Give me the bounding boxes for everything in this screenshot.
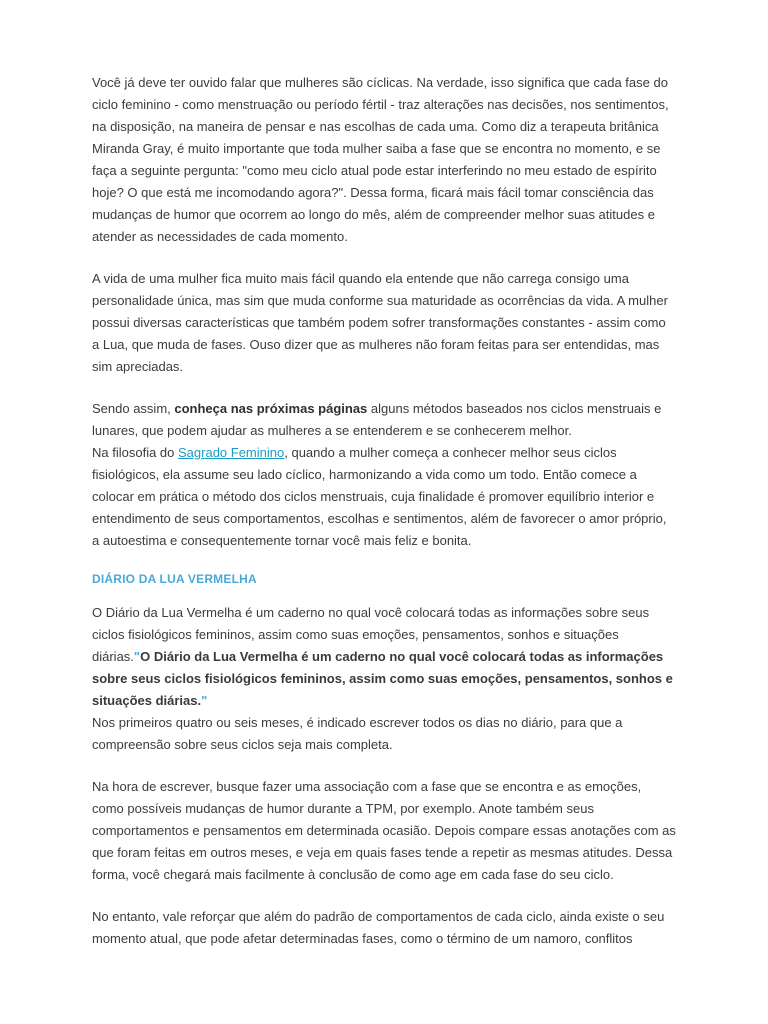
third-paragraph bbox=[92, 398, 676, 442]
diary-frequency-paragraph: Nos primeiros quatro ou seis meses, é indicado escrever todos os dias no diário, para que a compreensão sobre seus ciclos seja mais completa. bbox=[92, 715, 623, 752]
fourth-paragraph-end: , quando a mulher começa a conhecer melhor seus ciclos fisiológicos, ela assume seu lado cíclico, harmonizando a vida como um todo. Então comece a colocar em prática o método dos ciclos menstruais, cuja finalidade é promover equilíbrio interior e entendimento de seus comportamentos, escolhas e sentimentos, além de favorecer o amor próprio, a autoestima e consequentemente tornar você mais feliz e bonita. bbox=[92, 445, 667, 548]
pull-quote: O Diário da Lua Vermelha é um caderno no qual você colocará todas as informações sobre seus ciclos fisiológicos femininos, assim como suas emoções, pensamentos, sonhos e situações diárias. bbox=[92, 649, 673, 708]
open-quote-mark: " bbox=[133, 649, 141, 664]
third-paragraph-end: alguns métodos baseados nos ciclos menstruais e lunares, que podem ajudar as mulheres a se entenderem e se conhecerem melhor. bbox=[92, 401, 662, 438]
writing-tips-paragraph: Na hora de escrever, busque fazer uma associação com a fase que se encontra e as emoções, como possíveis mudanças de humor durante a TPM, por exemplo. Anote também seus comportamentos e pensamentos em determinada ocasião. Depois compare essas anotações com as que foram feitas em outros meses, e veja em quais fases tende a repetir as mesmas atitudes. Dessa forma, você chegará mais facilmente à conclusão de como age em cada fase do seu ciclo. bbox=[92, 779, 676, 882]
third-paragraph-start: Sendo assim, bbox=[92, 401, 175, 416]
emphasis-next-pages: conheça nas próximas páginas bbox=[174, 401, 368, 416]
fourth-paragraph-start: Na filosofia do bbox=[92, 445, 178, 460]
intro-paragraph: Você já deve ter ouvido falar que mulheres são cíclicas. Na verdade, isso significa que cada fase do ciclo feminino - como menstruação ou período fértil - traz alterações nas decisões, nos sentimentos, na disposição, na maneira de pensar e nas escolhas de cada uma. Como diz a terapeuta britânica Miranda Gray, é muito importante que toda mulher saiba a fase que se encontra no momento, e se faça a seguinte pergunta: "como meu ciclo atual pode estar interferindo no meu estado de espírito hoje? O que está me incomodando agora?". Dessa forma, ficará mais fácil tomar consciência das mudanças de humor que ocorrem ao longo do mês, além de compreender melhor suas atitudes e atender as necessidades de cada momento. bbox=[92, 75, 669, 244]
diary-paragraph bbox=[92, 602, 676, 712]
close-quote-mark: " bbox=[201, 693, 208, 708]
diary-paragraph-text: O Diário da Lua Vermelha é um caderno no qual você colocará todas as informações sobre seus ciclos fisiológicos femininos, assim como suas emoções, pensamentos, sonhos e situações diárias. bbox=[92, 605, 650, 664]
sagrado-feminino-link[interactable]: Sagrado Feminino bbox=[178, 445, 285, 460]
section-heading: DIÁRIO DA LUA VERMELHA bbox=[92, 572, 257, 586]
closing-paragraph: No entanto, vale reforçar que além do padrão de comportamentos de cada ciclo, ainda existe o seu momento atual, que pode afetar determinadas fases, como o término de um namoro, conflitos bbox=[92, 909, 665, 946]
fourth-paragraph bbox=[92, 442, 676, 552]
second-paragraph: A vida de uma mulher fica muito mais fácil quando ela entende que não carrega consigo uma personalidade única, mas sim que muda conforme sua maturidade as ocorrências da vida. A mulher possui diversas características que também podem sofrer transformações constantes - assim como a Lua, que muda de fases. Ouso dizer que as mulheres não foram feitas para ser entendidas, mas sim apreciadas. bbox=[92, 271, 668, 374]
